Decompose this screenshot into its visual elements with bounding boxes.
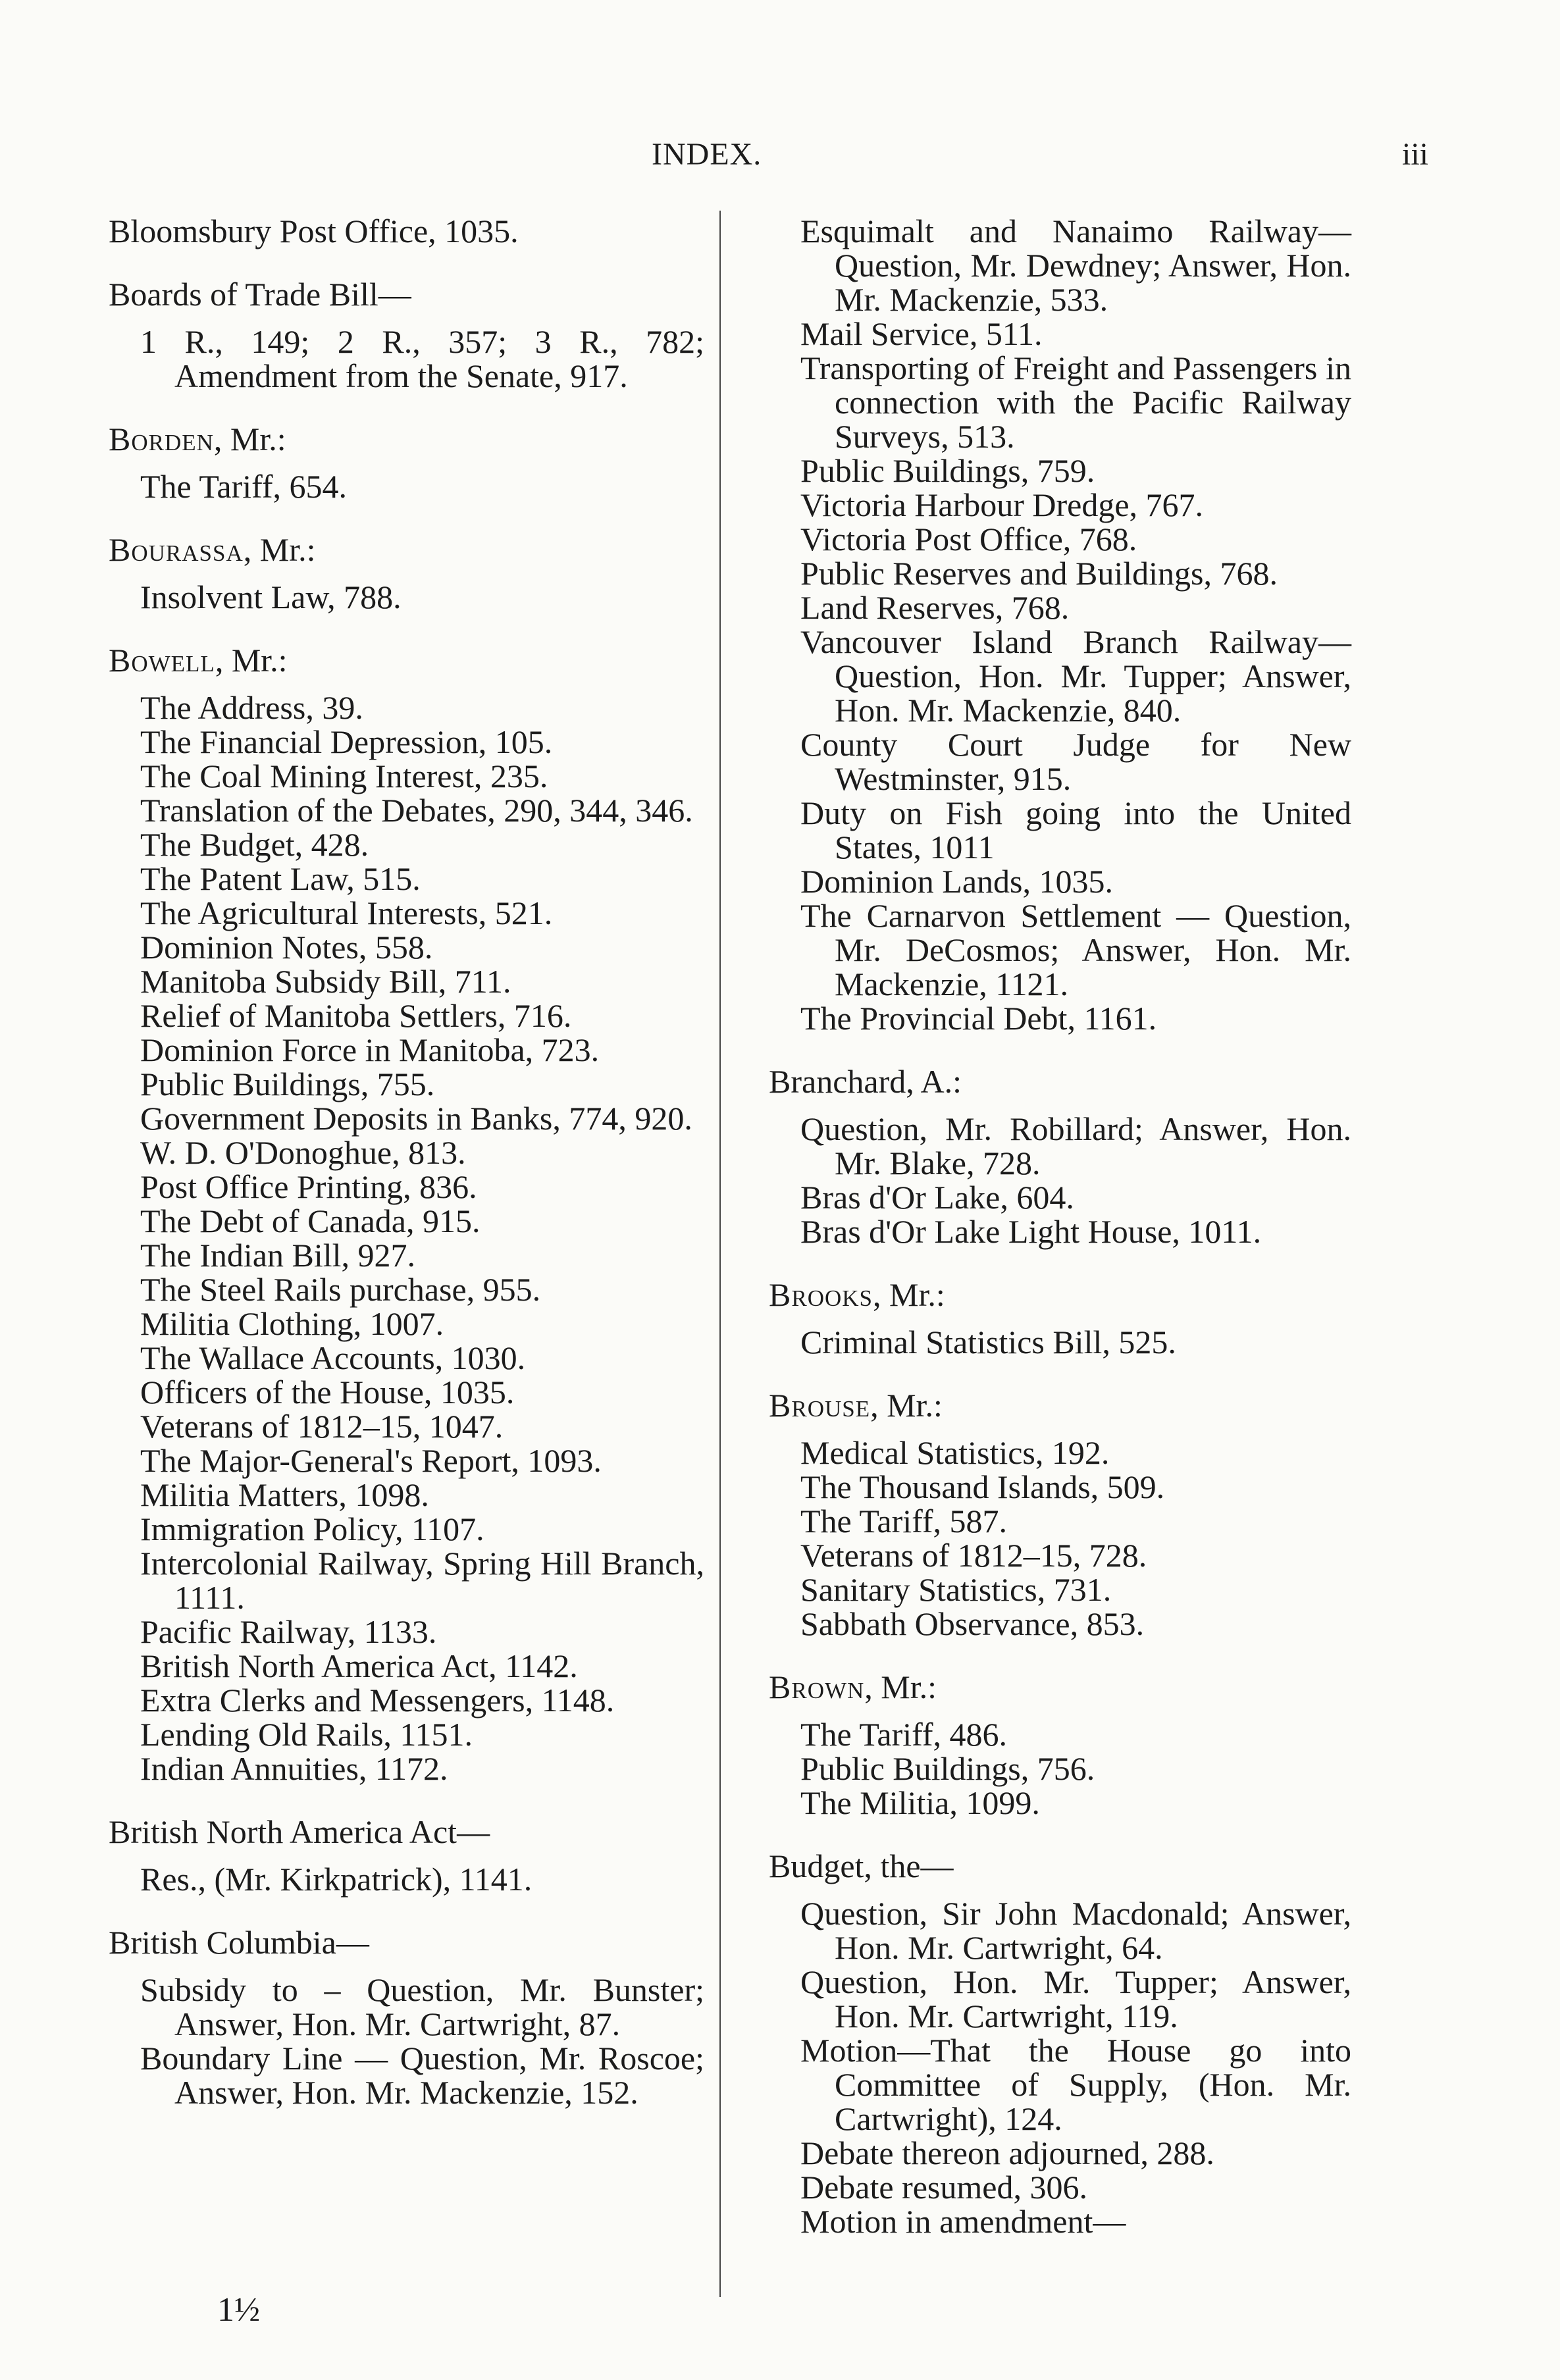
index-subentry: Post Office Printing, 836. <box>140 1168 477 1205</box>
index-subentry: The Debt of Canada, 915. <box>140 1203 481 1239</box>
spacer <box>769 1249 1351 1278</box>
index-subentry: Veterans of 1812–15, 728. <box>800 1537 1147 1574</box>
index-subentry: Motion in amendment— <box>800 2203 1126 2240</box>
index-subentry: The Indian Bill, 927. <box>140 1237 415 1274</box>
index-subentry: Vancouver Island Branch Railway—Question, Hon. Mr. Tupper; Answer, Hon. Mr. Mackenzie, 840. <box>800 623 1351 729</box>
index-member-heading <box>769 1388 1351 1422</box>
page-header-title: INDEX. <box>652 137 762 172</box>
spacer <box>109 393 704 422</box>
spacer <box>769 1312 1351 1325</box>
index-subentry: Public Reserves and Buildings, 768. <box>800 555 1278 592</box>
index-subentry: The Tariff, 654. <box>140 468 348 505</box>
index-column-left <box>109 214 704 2109</box>
index-heading: Budget, the— <box>769 1848 954 1884</box>
index-subentry: Veterans of 1812–15, 1047. <box>140 1408 504 1445</box>
index-subentry: Boundary Line — Question, Mr. Roscoe; Answer, Hon. Mr. Mackenzie, 152. <box>140 2040 704 2111</box>
index-subentry: Question, Hon. Mr. Tupper; Answer, Hon. Mr. Cartwright, 119. <box>800 1963 1351 2034</box>
index-member-heading <box>769 1278 1351 1312</box>
spacer <box>109 567 704 580</box>
index-member-heading <box>109 532 704 567</box>
spacer <box>769 1099 1351 1112</box>
index-subentry: The Address, 39. <box>140 689 363 726</box>
member-name: Bowell <box>109 642 215 679</box>
member-title: , Mr.: <box>873 1276 945 1313</box>
index-member-heading <box>109 643 704 677</box>
index-subentry: Criminal Statistics Bill, 525. <box>800 1324 1176 1360</box>
member-title: , Mr.: <box>870 1387 943 1424</box>
spacer <box>769 1820 1351 1849</box>
index-subentry: Victoria Post Office, 768. <box>800 521 1137 557</box>
index-subentry: Duty on Fish going into the United States, 1011 <box>800 794 1351 866</box>
index-subentry: 1 R., 149; 2 R., 357; 3 R., 782; Amendment from the Senate, 917. <box>140 323 704 394</box>
column-divider <box>719 211 721 2297</box>
index-subentry: Public Buildings, 756. <box>800 1750 1095 1787</box>
index-subentry: Insolvent Law, 788. <box>140 579 402 615</box>
index-subentry: Subsidy to – Question, Mr. Bunster; Answer, Hon. Mr. Cartwright, 87. <box>140 1971 704 2042</box>
page-number: iii <box>1402 137 1429 172</box>
spacer <box>769 1035 1351 1064</box>
index-subentry: Mail Service, 511. <box>800 315 1043 352</box>
index-subentry: Manitoba Subsidy Bill, 711. <box>140 963 511 1000</box>
index-subentry: The Tariff, 486. <box>800 1716 1008 1753</box>
index-subentry: Debate thereon adjourned, 288. <box>800 2134 1214 2171</box>
index-subentry: Motion—That the House go into Committee of Supply, (Hon. Mr. Cartwright), 124. <box>800 2032 1351 2137</box>
member-name: Bourassa <box>109 531 244 568</box>
index-subentry: Victoria Harbour Dredge, 767. <box>800 486 1204 523</box>
member-title: , Mr.: <box>215 642 288 679</box>
index-heading: British North America Act— <box>109 1813 490 1850</box>
index-subentry: The Major-General's Report, 1093. <box>140 1442 602 1479</box>
member-title: , Mr.: <box>243 531 316 568</box>
member-name: Brouse <box>769 1387 871 1424</box>
index-subentry: County Court Judge for New Westminster, 915. <box>800 726 1351 797</box>
index-subentry: British North America Act, 1142. <box>140 1647 578 1684</box>
index-subentry: Res., (Mr. Kirkpatrick), 1141. <box>140 1861 533 1898</box>
index-subentry: The Provincial Debt, 1161. <box>800 1000 1157 1037</box>
spacer <box>769 1704 1351 1717</box>
index-heading: British Columbia— <box>109 1924 369 1961</box>
index-subentry: Militia Matters, 1098. <box>140 1476 429 1513</box>
index-subentry: Question, Mr. Robillard; Answer, Hon. Mr. Blake, 728. <box>800 1110 1351 1181</box>
index-subentry: Dominion Notes, 558. <box>140 929 433 966</box>
index-subentry: Bras d'Or Lake Light House, 1011. <box>800 1213 1262 1250</box>
index-subentry: Transporting of Freight and Passengers in connection with the Pacific Railway Surveys, 513. <box>800 349 1351 455</box>
index-subentry: The Coal Mining Interest, 235. <box>140 758 548 794</box>
index-subentry: Lending Old Rails, 1151. <box>140 1716 473 1753</box>
index-subentry: Land Reserves, 768. <box>800 589 1070 626</box>
index-subentry: Pacific Railway, 1133. <box>140 1613 437 1650</box>
spacer <box>769 1422 1351 1436</box>
index-subentry: Indian Annuities, 1172. <box>140 1750 448 1787</box>
member-name: Brooks <box>769 1276 873 1313</box>
spacer <box>109 1849 704 1862</box>
index-subentry: Militia Clothing, 1007. <box>140 1305 444 1342</box>
member-title: , Mr.: <box>864 1669 937 1705</box>
signature-mark: 1½ <box>217 2291 260 2329</box>
index-subentry: The Thousand Islands, 509. <box>800 1468 1165 1505</box>
index-subentry: The Carnarvon Settlement — Question, Mr. DeCosmos; Answer, Hon. Mr. Mackenzie, 1121. <box>800 897 1351 1002</box>
index-subentry: Translation of the Debates, 290, 344, 346. <box>140 792 693 829</box>
index-subentry: Relief of Manitoba Settlers, 716. <box>140 997 572 1034</box>
index-subentry: The Steel Rails purchase, 955. <box>140 1271 541 1308</box>
index-subentry: The Militia, 1099. <box>800 1784 1040 1821</box>
index-subentry: Officers of the House, 1035. <box>140 1374 515 1410</box>
index-subentry: The Wallace Accounts, 1030. <box>140 1339 526 1376</box>
index-subentry: The Tariff, 587. <box>800 1503 1008 1539</box>
member-title: , Mr.: <box>213 421 286 457</box>
index-subentry: Bras d'Or Lake, 604. <box>800 1179 1074 1216</box>
spacer <box>109 456 704 469</box>
index-heading: Branchard, A.: <box>769 1063 962 1100</box>
member-name: Borden <box>109 421 214 457</box>
member-name: Brown <box>769 1669 865 1705</box>
index-subentry: Dominion Lands, 1035. <box>800 863 1113 900</box>
index-subentry: The Financial Depression, 105. <box>140 723 553 760</box>
spacer <box>109 1786 704 1815</box>
spacer <box>109 677 704 690</box>
index-subentry: Intercolonial Railway, Spring Hill Branch, 1111. <box>140 1545 704 1616</box>
index-member-heading <box>769 1670 1351 1704</box>
index-heading: Bloomsbury Post Office, 1035. <box>109 213 519 249</box>
index-subentry: Immigration Policy, 1107. <box>140 1511 484 1547</box>
index-subentry: The Budget, 428. <box>140 826 369 863</box>
index-subentry: Debate resumed, 306. <box>800 2169 1087 2206</box>
spacer <box>109 248 704 277</box>
index-subentry: Question, Sir John Macdonald; Answer, Hon. Mr. Cartwright, 64. <box>800 1895 1351 1966</box>
index-subentry: Sanitary Statistics, 731. <box>800 1571 1112 1608</box>
spacer <box>109 504 704 532</box>
spacer <box>109 1959 704 1973</box>
index-subentry: Extra Clerks and Messengers, 1148. <box>140 1682 615 1719</box>
spacer <box>109 1896 704 1925</box>
index-member-heading <box>109 422 704 456</box>
index-subentry: W. D. O'Donoghue, 813. <box>140 1134 466 1171</box>
index-subentry: The Patent Law, 515. <box>140 860 421 897</box>
index-subentry: Esquimalt and Nanaimo Railway—Question, Mr. Dewdney; Answer, Hon. Mr. Mackenzie, 533. <box>800 213 1351 318</box>
index-subentry: Public Buildings, 759. <box>800 452 1095 489</box>
index-subentry: Government Deposits in Banks, 774, 920. <box>140 1100 692 1137</box>
index-heading: Boards of Trade Bill— <box>109 276 411 313</box>
index-column-right <box>769 214 1351 2238</box>
spacer <box>769 1883 1351 1896</box>
index-subentry: Public Buildings, 755. <box>140 1066 435 1102</box>
spacer <box>769 1641 1351 1670</box>
index-subentry: Sabbath Observance, 853. <box>800 1605 1145 1642</box>
spacer <box>769 1359 1351 1388</box>
spacer <box>109 614 704 643</box>
index-subentry: Dominion Force in Manitoba, 723. <box>140 1031 600 1068</box>
index-subentry: Medical Statistics, 192. <box>800 1434 1110 1471</box>
index-subentry: The Agricultural Interests, 521. <box>140 894 553 931</box>
spacer <box>109 311 704 324</box>
